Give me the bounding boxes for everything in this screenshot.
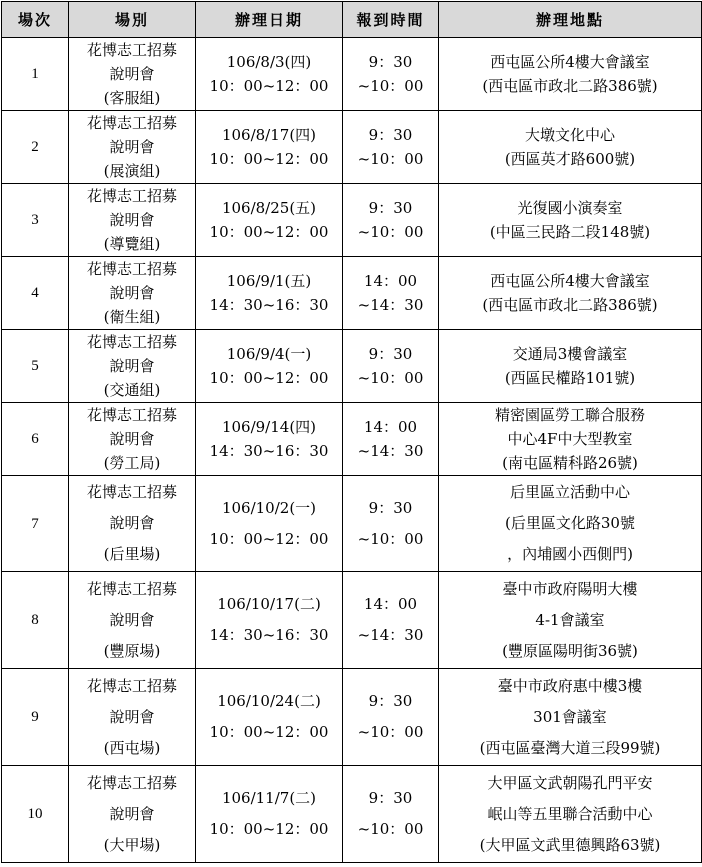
cell-date xyxy=(196,766,343,863)
cell-session-line: (客服組) xyxy=(103,89,161,107)
cell-session-line: 說明會 xyxy=(109,357,155,375)
cell-checkin xyxy=(343,766,439,863)
cell-session-line: 花博志工招募 xyxy=(86,187,177,205)
cell-place-line: 臺中市政府惠中樓3樓 xyxy=(497,676,643,695)
cell-date-line: 106/10/2(一) xyxy=(221,498,317,517)
cell-session-line: (交通組) xyxy=(103,381,161,399)
cell-place-line: 西屯區公所4樓大會議室 xyxy=(490,272,650,290)
cell-place xyxy=(439,184,702,257)
cell-checkin xyxy=(343,257,439,330)
cell-place-line: 4-1會議室 xyxy=(535,610,605,629)
table-row xyxy=(2,330,702,403)
table-row xyxy=(2,669,702,766)
cell-date xyxy=(196,669,343,766)
cell-date-line: 106/8/25(五) xyxy=(221,199,317,217)
cell-session xyxy=(69,476,196,572)
cell-checkin xyxy=(343,184,439,257)
cell-no: 2 xyxy=(2,111,69,184)
cell-date xyxy=(196,476,343,572)
cell-date xyxy=(196,257,343,330)
cell-place-line: (大甲區文武里德興路63號) xyxy=(479,835,661,854)
cell-session-line: (展演組) xyxy=(103,162,161,180)
cell-session-line: 花博志工招募 xyxy=(86,406,177,424)
cell-session-line: 花博志工招募 xyxy=(86,41,177,59)
cell-session-line: 花博志工招募 xyxy=(86,676,177,695)
cell-session-line: 花博志工招募 xyxy=(86,260,177,278)
cell-session xyxy=(69,257,196,330)
cell-session-line: (衛生組) xyxy=(103,308,161,326)
cell-date-line: 10：00~12：00 xyxy=(209,223,329,241)
cell-checkin-line: 14：00 xyxy=(363,272,418,290)
cell-date-line: 14：30~16：30 xyxy=(209,626,329,644)
cell-place-line: (南屯區精科路26號) xyxy=(502,454,638,472)
cell-place-line: 301會議室 xyxy=(533,707,607,726)
cell-place xyxy=(439,572,702,669)
cell-place-line: 岷山等五里聯合活動中心 xyxy=(487,804,653,823)
cell-session xyxy=(69,669,196,766)
cell-date-line: 106/10/17(二) xyxy=(217,595,321,613)
cell-place-line: 大墩文化中心 xyxy=(524,126,615,144)
cell-date-line: 10：00~12：00 xyxy=(209,723,329,741)
cell-session-line: 說明會 xyxy=(109,514,155,532)
cell-place-line: 精密園區勞工聯合服務 xyxy=(494,406,645,424)
cell-place-line: 后里區立活動中心 xyxy=(509,483,630,501)
schedule-table xyxy=(1,1,702,863)
table-row xyxy=(2,257,702,330)
cell-session-line: 說明會 xyxy=(109,804,155,823)
cell-place xyxy=(439,257,702,330)
cell-date-line: 14：30~16：30 xyxy=(209,442,329,460)
cell-no: 1 xyxy=(2,38,69,111)
cell-session-line: (西屯場) xyxy=(103,738,161,757)
table-body xyxy=(2,38,702,863)
cell-place-line: ，內埔國小西側門) xyxy=(507,545,633,563)
header-no: 場次 xyxy=(2,2,69,38)
cell-session-line: 說明會 xyxy=(109,610,155,629)
table-row xyxy=(2,476,702,572)
header-session: 場別 xyxy=(69,2,196,38)
cell-date-line: 106/8/3(四) xyxy=(226,53,312,71)
cell-session-line: 說明會 xyxy=(109,211,155,229)
cell-place-line: 光復國小演奏室 xyxy=(517,199,623,217)
cell-checkin-line: ~14：30 xyxy=(357,296,424,314)
cell-session-line: 花博志工招募 xyxy=(86,483,177,501)
cell-session-line: (后里場) xyxy=(103,545,161,563)
cell-place xyxy=(439,476,702,572)
table-row xyxy=(2,572,702,669)
cell-checkin xyxy=(343,403,439,476)
cell-date-line: 106/10/24(二) xyxy=(217,692,321,710)
cell-session-line: 說明會 xyxy=(109,138,155,156)
cell-session-line: 花博志工招募 xyxy=(86,333,177,351)
cell-no: 6 xyxy=(2,403,69,476)
cell-no: 7 xyxy=(2,476,69,572)
cell-session xyxy=(69,330,196,403)
cell-date-line: 106/11/7(二) xyxy=(221,789,317,807)
cell-checkin-line: 9：30 xyxy=(368,53,413,71)
cell-place-line: (豐原區陽明街36號) xyxy=(502,641,638,660)
cell-place-line: (西區民權路101號) xyxy=(504,369,636,387)
cell-checkin xyxy=(343,572,439,669)
cell-place-line: (后里區文化路30號 xyxy=(505,514,635,532)
cell-date-line: 10：00~12：00 xyxy=(209,820,329,838)
cell-session xyxy=(69,111,196,184)
cell-checkin-line: ~10：00 xyxy=(357,150,424,168)
cell-place-line: 交通局3樓會議室 xyxy=(512,345,628,363)
cell-place xyxy=(439,403,702,476)
cell-session-line: (大甲場) xyxy=(103,835,161,854)
table-row xyxy=(2,111,702,184)
cell-checkin-line: ~14：30 xyxy=(357,626,424,644)
cell-checkin-line: 9：30 xyxy=(368,692,413,710)
cell-no: 4 xyxy=(2,257,69,330)
cell-place xyxy=(439,38,702,111)
cell-place xyxy=(439,330,702,403)
cell-place-line: (西區英才路600號) xyxy=(504,150,636,168)
table-row xyxy=(2,38,702,111)
cell-checkin-line: 9：30 xyxy=(368,126,413,144)
cell-session xyxy=(69,184,196,257)
cell-checkin-line: ~10：00 xyxy=(357,723,424,741)
cell-session-line: 花博志工招募 xyxy=(86,773,177,792)
header-place: 辦理地點 xyxy=(439,2,702,38)
cell-session-line: (導覽組) xyxy=(103,235,161,253)
cell-checkin-line: ~10：00 xyxy=(357,77,424,95)
cell-checkin xyxy=(343,330,439,403)
cell-checkin-line: ~10：00 xyxy=(357,223,424,241)
cell-date xyxy=(196,184,343,257)
cell-no: 3 xyxy=(2,184,69,257)
cell-date-line: 10：00~12：00 xyxy=(209,77,329,95)
cell-place-line: (中區三民路二段148號) xyxy=(489,223,651,241)
header-row xyxy=(2,2,702,38)
cell-place-line: (西屯區臺灣大道三段99號) xyxy=(479,738,661,757)
cell-no: 10 xyxy=(2,766,69,863)
cell-place-line: 臺中市政府陽明大樓 xyxy=(502,579,638,598)
cell-date-line: 10：00~12：00 xyxy=(209,369,329,387)
cell-session xyxy=(69,572,196,669)
cell-checkin xyxy=(343,38,439,111)
cell-session-line: 說明會 xyxy=(109,65,155,83)
cell-checkin-line: ~10：00 xyxy=(357,529,424,548)
cell-no: 9 xyxy=(2,669,69,766)
cell-place-line: (西屯區市政北二路386號) xyxy=(482,77,658,95)
cell-date xyxy=(196,330,343,403)
cell-date-line: 14：30~16：30 xyxy=(209,296,329,314)
cell-checkin-line: ~10：00 xyxy=(357,820,424,838)
cell-checkin-line: 9：30 xyxy=(368,345,413,363)
cell-session-line: (勞工局) xyxy=(103,454,161,472)
cell-checkin xyxy=(343,476,439,572)
cell-date xyxy=(196,572,343,669)
cell-session-line: 說明會 xyxy=(109,430,155,448)
cell-date-line: 106/8/17(四) xyxy=(221,126,317,144)
cell-session-line: 說明會 xyxy=(109,707,155,726)
cell-session-line: 花博志工招募 xyxy=(86,579,177,598)
cell-place xyxy=(439,111,702,184)
cell-place-line: 大甲區文武朝陽孔門平安 xyxy=(487,773,653,792)
cell-checkin-line: 9：30 xyxy=(368,498,413,517)
cell-checkin-line: 14：00 xyxy=(363,595,418,613)
cell-checkin-line: ~10：00 xyxy=(357,369,424,387)
cell-checkin-line: ~14：30 xyxy=(357,442,424,460)
cell-place xyxy=(439,669,702,766)
cell-checkin xyxy=(343,669,439,766)
table-row xyxy=(2,184,702,257)
cell-checkin-line: 9：30 xyxy=(368,789,413,807)
cell-session xyxy=(69,38,196,111)
cell-session-line: 花博志工招募 xyxy=(86,114,177,132)
cell-session xyxy=(69,766,196,863)
table-row xyxy=(2,766,702,863)
cell-session xyxy=(69,403,196,476)
cell-date-line: 10：00~12：00 xyxy=(209,529,329,548)
cell-date-line: 106/9/1(五) xyxy=(226,272,312,290)
cell-place xyxy=(439,766,702,863)
cell-checkin-line: 9：30 xyxy=(368,199,413,217)
cell-place-line: 西屯區公所4樓大會議室 xyxy=(490,53,650,71)
table-row xyxy=(2,403,702,476)
cell-date xyxy=(196,38,343,111)
cell-date-line: 10：00~12：00 xyxy=(209,150,329,168)
cell-session-line: 說明會 xyxy=(109,284,155,302)
cell-place-line: 中心4F中大型教室 xyxy=(507,430,633,448)
cell-checkin-line: 14：00 xyxy=(363,418,418,436)
cell-date-line: 106/9/4(一) xyxy=(226,345,312,363)
cell-session-line: (豐原場) xyxy=(103,641,161,660)
cell-place-line: (西屯區市政北二路386號) xyxy=(482,296,658,314)
header-checkin: 報到時間 xyxy=(343,2,439,38)
cell-no: 5 xyxy=(2,330,69,403)
header-date: 辦理日期 xyxy=(196,2,343,38)
cell-checkin xyxy=(343,111,439,184)
cell-date xyxy=(196,403,343,476)
cell-date-line: 106/9/14(四) xyxy=(221,418,317,436)
cell-date xyxy=(196,111,343,184)
cell-no: 8 xyxy=(2,572,69,669)
